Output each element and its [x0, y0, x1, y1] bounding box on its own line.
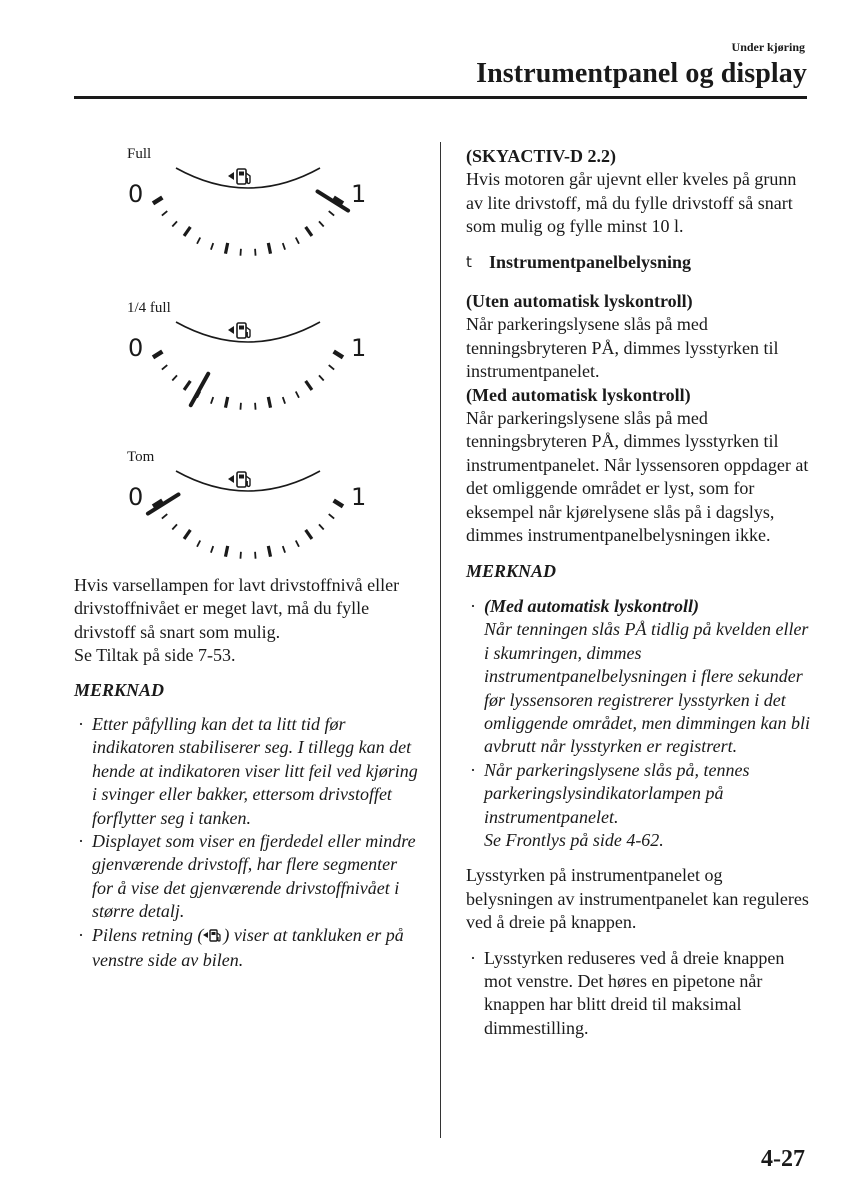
- med-text: Når parkeringslysene slås på med tenningsbryteren PÅ, dimmes lysstyrken til instrumentpanelet. Når lyssensoren oppdager at det omliggende området er lyst, som for eksempel når kjørelysene slås på i dagslys, dimmes instrumentpanelbelysningen ikke.: [466, 408, 809, 546]
- gauge-tick: [197, 541, 200, 547]
- bullet-dot: ·: [78, 924, 84, 945]
- section-marker-icon: t: [466, 252, 472, 271]
- left-column: [74, 574, 420, 973]
- gauge-tick: [162, 514, 167, 518]
- see-reference: Se Tiltak på side 7-53.: [74, 645, 236, 666]
- gauge-tick: [283, 243, 285, 250]
- gauge-tick: [306, 381, 312, 390]
- gauge-tick: [319, 375, 324, 380]
- fuel-pump-icon: [228, 323, 250, 338]
- gauge-tick: [225, 546, 227, 557]
- fuel-pump-icon: [228, 472, 250, 487]
- gauge-tick: [172, 375, 177, 380]
- skyactiv-heading: (SKYACTIV-D 2.2): [466, 146, 617, 166]
- gauge-tick: [334, 352, 343, 358]
- gauge-tick: [329, 211, 334, 215]
- gauge-tick: [283, 546, 285, 553]
- gauge-tick: [211, 397, 213, 404]
- gauge-tick: [162, 365, 167, 369]
- gauge-tick: [268, 243, 270, 254]
- gauge-tick: [296, 541, 299, 547]
- dimmer-paragraph: Lysstyrken på instrumentpanelet og belysningen av instrumentpanelet kan reguleres ved å dreie på knappen.: [466, 865, 809, 933]
- gauge-tick: [225, 243, 227, 254]
- note-text: Når tenningen slås PÅ tidlig på kvelden eller i skumringen, dimmes instrumentpanelbelysningen i flere sekunder før lyssensoren registrerer lysstyrken i det omliggende området, men dimmingen kan bli avbrutt når lysstyrken er registrert.: [484, 619, 810, 757]
- note-item: [74, 830, 420, 924]
- note-item: [466, 595, 811, 759]
- gauge-tick: [153, 198, 162, 204]
- gauge-tick: [197, 238, 200, 244]
- note-item: [74, 713, 420, 830]
- note-text: Displayet som viser en fjerdedel eller mindre gjenværende drivstoff, har flere segmenter for å vise det gjenværende drivstoffnivået i større detalj.: [92, 831, 416, 922]
- gauge-needle: [191, 374, 208, 405]
- bullet-dot: ·: [78, 831, 84, 852]
- gauge-tick: [172, 524, 177, 529]
- gauge-zero-label: 0: [128, 483, 144, 511]
- gauge-label: Full: [127, 146, 152, 162]
- note-text: Når parkeringslysene slås på, tennes parkeringslysindikatorlampen på instrumentpanelet.: [484, 759, 750, 827]
- gauge-arc: [176, 322, 320, 342]
- gauge-tick: [211, 243, 213, 250]
- note-heading: MERKNAD: [466, 560, 557, 581]
- page-title: Instrumentpanel og display: [476, 58, 807, 89]
- gauge-graphic: [120, 300, 380, 428]
- gauge-tick: [268, 546, 270, 557]
- note-see: Se Frontlys på side 4-62.: [484, 829, 664, 850]
- fuel-gauge-quarter: [120, 300, 380, 428]
- fuel-pump-icon: [228, 169, 250, 184]
- bullet-text: Lysstyrken reduseres ved å dreie knappen mot venstre. Det høres en pipetone når knappen har blitt dreid til maksimal dimmestilling.: [484, 947, 785, 1038]
- gauge-needle: [318, 191, 349, 210]
- uten-heading: (Uten automatisk lyskontroll): [466, 291, 693, 312]
- gauge-label: Tom: [127, 449, 155, 465]
- med-heading: (Med automatisk lyskontroll): [466, 384, 691, 405]
- uten-text: Når parkeringslysene slås på med tenningsbryteren PÅ, dimmes lysstyrken til instrumentpanelet.: [466, 314, 779, 382]
- gauge-tick: [334, 501, 343, 507]
- intro-paragraph: Hvis varsellampen for lavt drivstoffnivå eller drivstoffnivået er meget lavt, må du fylle drivstoff så snart som mulig.: [74, 575, 400, 642]
- gauge-zero-label: 0: [128, 180, 144, 208]
- gauge-tick: [184, 530, 190, 539]
- fuel-gauge-full: [120, 146, 380, 274]
- gauge-tick: [319, 524, 324, 529]
- page-number: 4-27: [761, 1146, 805, 1172]
- gauge-one-label: 1: [351, 180, 367, 208]
- gauge-tick: [268, 397, 270, 408]
- skyactiv-text: Hvis motoren går ujevnt eller kveles på grunn av lite drivstoff, må du fylle drivstoff så snart som mulig og fylle minst 10 l.: [466, 169, 797, 237]
- note-heading-inline: (Med automatisk lyskontroll): [484, 595, 700, 616]
- gauge-one-label: 1: [351, 483, 367, 511]
- gauge-tick: [184, 381, 190, 390]
- note-item: [466, 759, 811, 853]
- bullet-dot: ·: [78, 714, 84, 735]
- section-heading-text: Instrumentpanelbelysning: [489, 251, 692, 272]
- gauge-needle: [148, 494, 179, 513]
- bullet-dot: ·: [470, 759, 476, 780]
- section-heading: [466, 251, 811, 274]
- gauge-graphic: [120, 449, 380, 577]
- column-divider: [440, 142, 441, 1138]
- gauge-tick: [329, 365, 334, 369]
- note-heading: MERKNAD: [74, 679, 165, 700]
- gauge-tick: [296, 392, 299, 398]
- gauge-tick: [296, 238, 299, 244]
- bullet-dot: ·: [470, 947, 476, 968]
- note-item: [74, 924, 420, 973]
- bullet-item: [466, 947, 811, 1041]
- note-text-before: Pilens retning (: [92, 924, 204, 945]
- section-label: Under kjøring: [731, 40, 805, 54]
- gauge-tick: [329, 514, 334, 518]
- gauge-tick: [211, 546, 213, 553]
- gauge-one-label: 1: [351, 334, 367, 362]
- fuel-gauge-empty: [120, 449, 380, 577]
- gauge-label: 1/4 full: [127, 300, 171, 316]
- fuel-door-arrow-icon: [203, 926, 223, 949]
- gauge-tick: [225, 397, 227, 408]
- note-text-after: ) viser at tankluken er på venstre side av bilen.: [92, 924, 404, 971]
- gauge-tick: [306, 227, 312, 236]
- gauge-tick: [283, 397, 285, 404]
- gauge-tick: [319, 221, 324, 226]
- gauge-arc: [176, 471, 320, 491]
- gauge-graphic: [120, 146, 380, 274]
- gauge-tick: [162, 211, 167, 215]
- gauge-tick: [184, 227, 190, 236]
- header-rule: [74, 96, 807, 99]
- gauge-tick: [172, 221, 177, 226]
- note-text: Etter påfylling kan det ta litt tid før indikatoren stabiliserer seg. I tillegg kan det hende at indikatoren viser litt feil ved kjøring i svinger eller bakker, ettersom drivstoffet forflytter seg i tanken.: [92, 714, 418, 828]
- gauge-zero-label: 0: [128, 334, 144, 362]
- gauge-tick: [153, 352, 162, 358]
- right-column: [466, 145, 811, 1040]
- gauge-tick: [306, 530, 312, 539]
- bullet-dot: ·: [470, 595, 476, 616]
- gauge-arc: [176, 168, 320, 188]
